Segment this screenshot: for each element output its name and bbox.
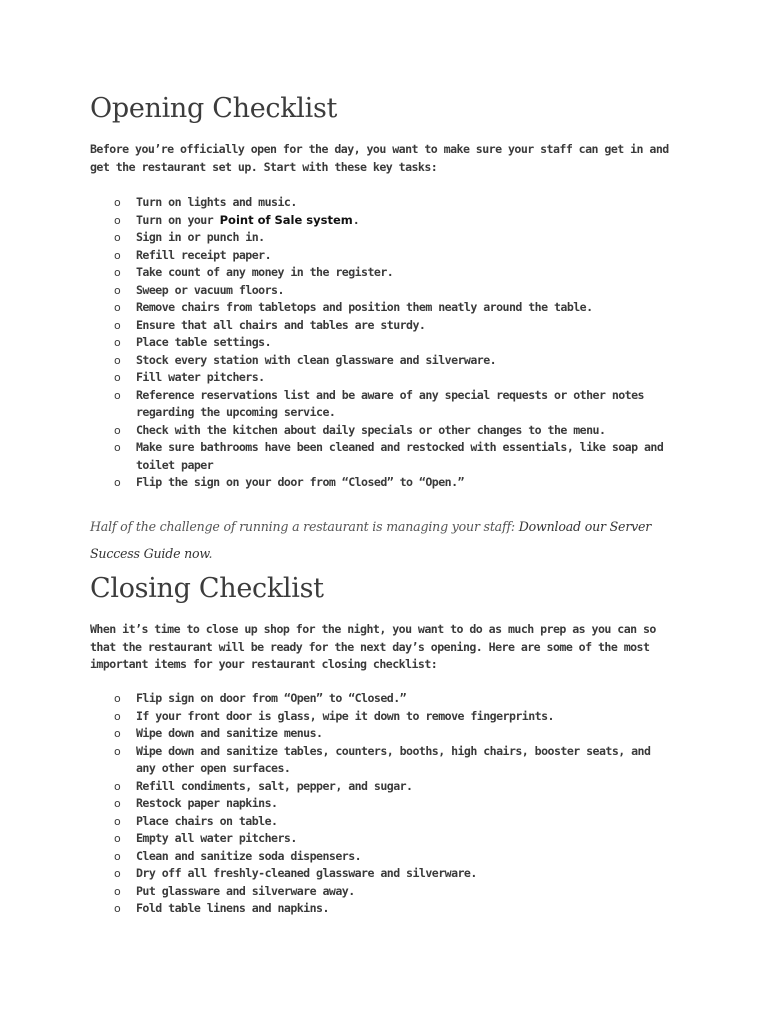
server-success-guide-link[interactable]: Download our Server Success Guide now bbox=[90, 519, 652, 561]
list-item: o Flip sign on door from “Open” to “Closed.” bbox=[114, 690, 674, 708]
list-item: o Ensure that all chairs and tables are sturdy. bbox=[114, 317, 674, 335]
bullet-icon: o bbox=[114, 353, 121, 367]
bullet-icon: o bbox=[114, 692, 121, 705]
list-item: o Fill water pitchers. bbox=[114, 369, 674, 387]
list-item: o If your front door is glass, wipe it down to remove fingerprints. bbox=[114, 708, 674, 726]
bullet-icon: o bbox=[114, 283, 121, 297]
list-item: o Restock paper napkins. bbox=[114, 795, 674, 813]
bullet-icon: o bbox=[114, 423, 121, 437]
list-item: o Fold table linens and napkins. bbox=[114, 900, 674, 918]
bullet-icon: o bbox=[114, 884, 121, 898]
list-item: o Put glassware and silverware away. bbox=[114, 883, 674, 901]
list-item: o Stock every station with clean glassware and silverware. bbox=[114, 352, 674, 370]
bullet-icon: o bbox=[114, 779, 121, 793]
bullet-icon: o bbox=[114, 727, 121, 740]
bullet-icon: o bbox=[114, 301, 121, 314]
bullet-icon: o bbox=[114, 832, 121, 845]
bullet-icon: o bbox=[114, 476, 121, 489]
bullet-icon: o bbox=[114, 867, 121, 880]
bullet-icon: o bbox=[114, 336, 121, 349]
list-item: o Flip the sign on your door from “Closed” to “Open.” bbox=[114, 474, 674, 492]
opening-checklist-heading: Opening Checklist bbox=[90, 93, 338, 124]
list-item: o Take count of any money in the register. bbox=[114, 264, 674, 282]
list-item: o Remove chairs from tabletops and position them neatly around the table. bbox=[114, 299, 674, 317]
list-item: o Check with the kitchen about daily specials or other changes to the menu. bbox=[114, 422, 674, 440]
bullet-icon: o bbox=[114, 231, 121, 244]
bullet-icon: o bbox=[114, 797, 121, 810]
list-item: o Place chairs on table. bbox=[114, 813, 674, 831]
list-item: o Refill receipt paper. bbox=[114, 247, 674, 265]
bullet-icon: o bbox=[114, 248, 121, 262]
bullet-icon: o bbox=[114, 902, 121, 915]
list-item: o Turn on lights and music. bbox=[114, 194, 674, 212]
closing-intro: When it’s time to close up shop for the night, you want to do as much prep as you can so that the restaurant will be ready for the next day’s opening. Here are some of the most important items for your restaurant closing checklist: bbox=[90, 622, 656, 671]
opening-checklist bbox=[114, 194, 674, 492]
list-item: o Turn on your Point of Sale system. bbox=[114, 212, 674, 230]
list-item: o Wipe down and sanitize tables, counters, booths, high chairs, booster seats, and any other open surfaces. bbox=[114, 743, 651, 775]
bullet-icon: o bbox=[114, 266, 121, 279]
list-item: o Make sure bathrooms have been cleaned and restocked with essentials, like soap and toilet paper bbox=[114, 440, 664, 472]
bullet-icon: o bbox=[114, 371, 121, 384]
opening-intro: Before you’re officially open for the day, you want to make sure your staff can get in and get the restaurant set up. Start with these key tasks: bbox=[90, 142, 669, 174]
list-item: o Dry off all freshly-cleaned glassware and silverware. bbox=[114, 865, 674, 883]
list-item: o Empty all water pitchers. bbox=[114, 830, 674, 848]
list-item: o Place table settings. bbox=[114, 334, 674, 352]
bullet-icon: o bbox=[114, 213, 121, 227]
bullet-icon: o bbox=[114, 849, 121, 863]
point-of-sale-link[interactable]: Point of Sale system bbox=[219, 212, 353, 227]
bullet-icon: o bbox=[114, 709, 121, 723]
bullet-icon: o bbox=[114, 196, 121, 209]
list-item: o Wipe down and sanitize menus. bbox=[114, 725, 674, 743]
list-item: o Reference reservations list and be aware of any special requests or other notes regarding the upcoming service. bbox=[114, 387, 644, 419]
list-item: o Sign in or punch in. bbox=[114, 229, 674, 247]
bullet-icon: o bbox=[114, 441, 121, 454]
closing-checklist bbox=[114, 690, 674, 918]
server-guide-note: Half of the challenge of running a restaurant is managing your staff: Download our Server Success Guide now. bbox=[90, 519, 652, 561]
list-item: o Sweep or vacuum floors. bbox=[114, 282, 674, 300]
bullet-icon: o bbox=[114, 744, 121, 758]
bullet-icon: o bbox=[114, 814, 121, 828]
bullet-icon: o bbox=[114, 388, 121, 402]
closing-checklist-heading: Closing Checklist bbox=[90, 573, 324, 604]
list-item: o Refill condiments, salt, pepper, and sugar. bbox=[114, 778, 674, 796]
list-item: o Clean and sanitize soda dispensers. bbox=[114, 848, 674, 866]
bullet-icon: o bbox=[114, 318, 121, 332]
